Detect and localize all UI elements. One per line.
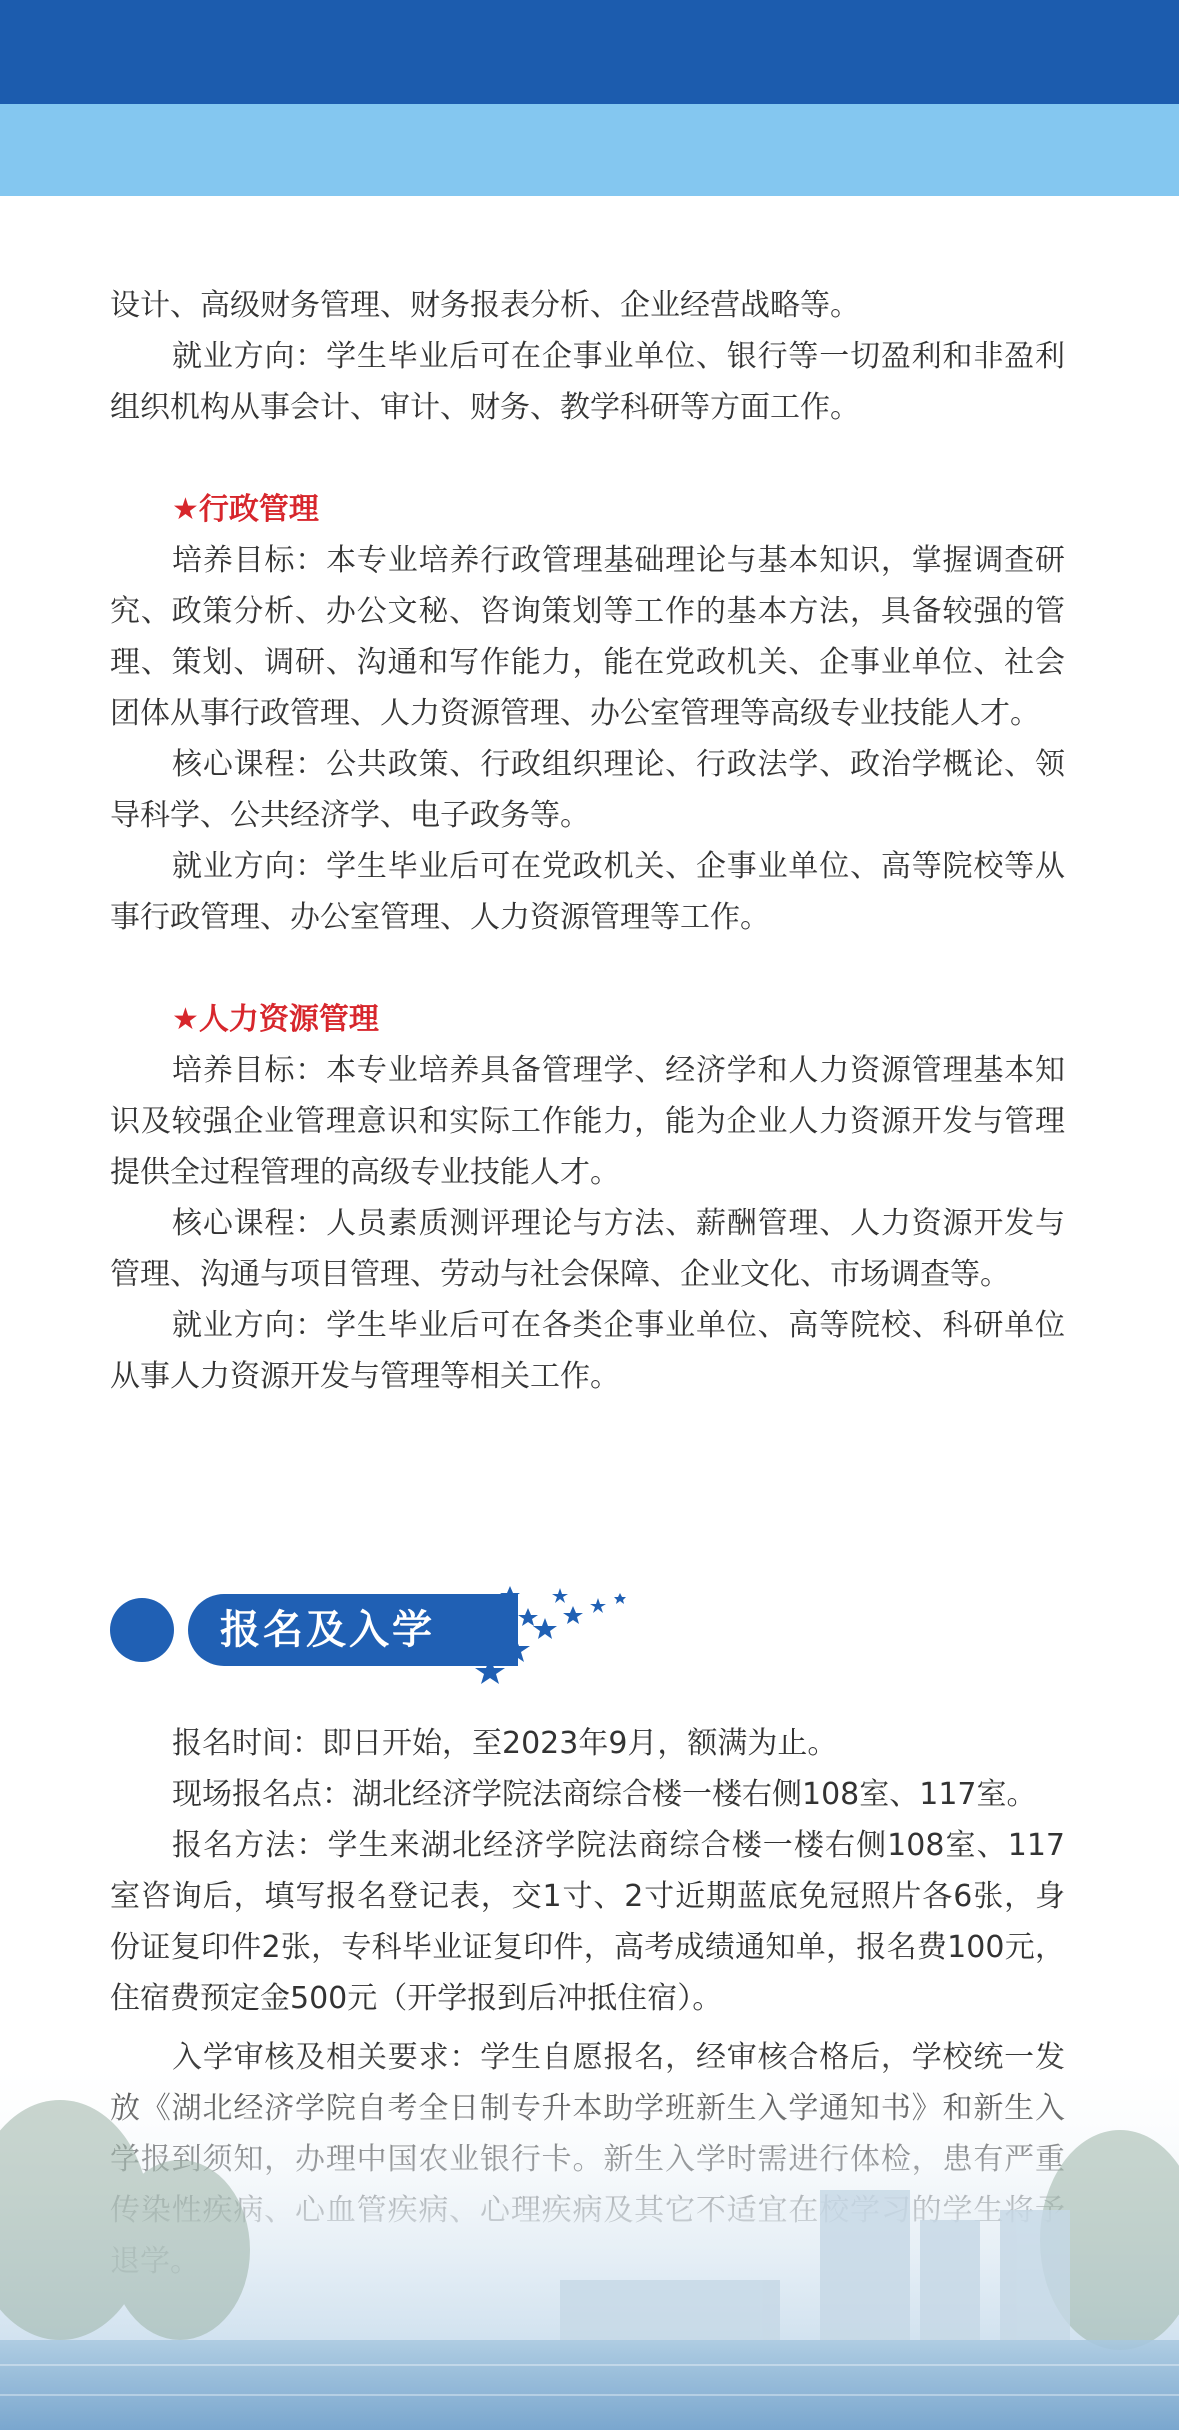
stars-icon — [470, 1568, 640, 1688]
hr-employment: 就业方向：学生毕业后可在各类企事业单位、高等院校、科研单位从事人力资源开发与管理等相关工作。 — [110, 1308, 1065, 1394]
enroll-time: 报名时间：即日开始，至2023年9月，额满为止。 — [172, 1726, 838, 1761]
hr-goal: 培养目标：本专业培养具备管理学、经济学和人力资源管理基本知识及较强企业管理意识和实际工作能力，能为企业人力资源开发与管理提供全过程管理的高级专业技能人才。 — [110, 1053, 1065, 1190]
enroll-banner — [110, 1568, 630, 1688]
hr-heading: ★人力资源管理 — [172, 1002, 379, 1037]
admin-employment: 就业方向：学生毕业后可在党政机关、企事业单位、高等院校等从事行政管理、办公室管理、人力资源管理等工作。 — [110, 849, 1065, 935]
intro-employment: 就业方向：学生毕业后可在企事业单位、银行等一切盈利和非盈利组织机构从事会计、审计、财务、教学科研等方面工作。 — [110, 339, 1065, 425]
hr-courses: 核心课程：人员素质测评理论与方法、薪酬管理、人力资源开发与管理、沟通与项目管理、劳动与社会保障、企业文化、市场调查等。 — [110, 1206, 1065, 1292]
enroll-method: 报名方法：学生来湖北经济学院法商综合楼一楼右侧108室、117室咨询后，填写报名登记表，交1寸、2寸近期蓝底免冠照片各6张，身份证复印件2张，专科毕业证复印件，高考成绩通知单，报名费100元，住宿费预定金500元（开学报到后冲抵住宿）。 — [110, 1828, 1065, 2016]
sky-band — [0, 104, 1179, 196]
admin-heading: ★行政管理 — [172, 492, 319, 527]
header-band — [0, 0, 1179, 104]
majors-section — [110, 280, 1065, 1402]
enroll-heading: 报名及入学 — [220, 1607, 435, 1653]
admin-courses: 核心课程：公共政策、行政组织理论、行政法学、政治学概论、领导科学、公共经济学、电子政务等。 — [110, 747, 1065, 833]
campus-scenery-image — [0, 2050, 1179, 2430]
banner-circle-icon — [110, 1598, 174, 1662]
admin-goal: 培养目标：本专业培养行政管理基础理论与基本知识，掌握调查研究、政策分析、办公文秘、咨询策划等工作的基本方法，具备较强的管理、策划、调研、沟通和写作能力，能在党政机关、企事业单位、社会团体从事行政管理、人力资源管理、办公室管理等高级专业技能人才。 — [110, 543, 1065, 731]
enroll-site: 现场报名点：湖北经济学院法商综合楼一楼右侧108室、117室。 — [172, 1777, 1037, 1812]
intro-line: 设计、高级财务管理、财务报表分析、企业经营战略等。 — [110, 288, 860, 323]
